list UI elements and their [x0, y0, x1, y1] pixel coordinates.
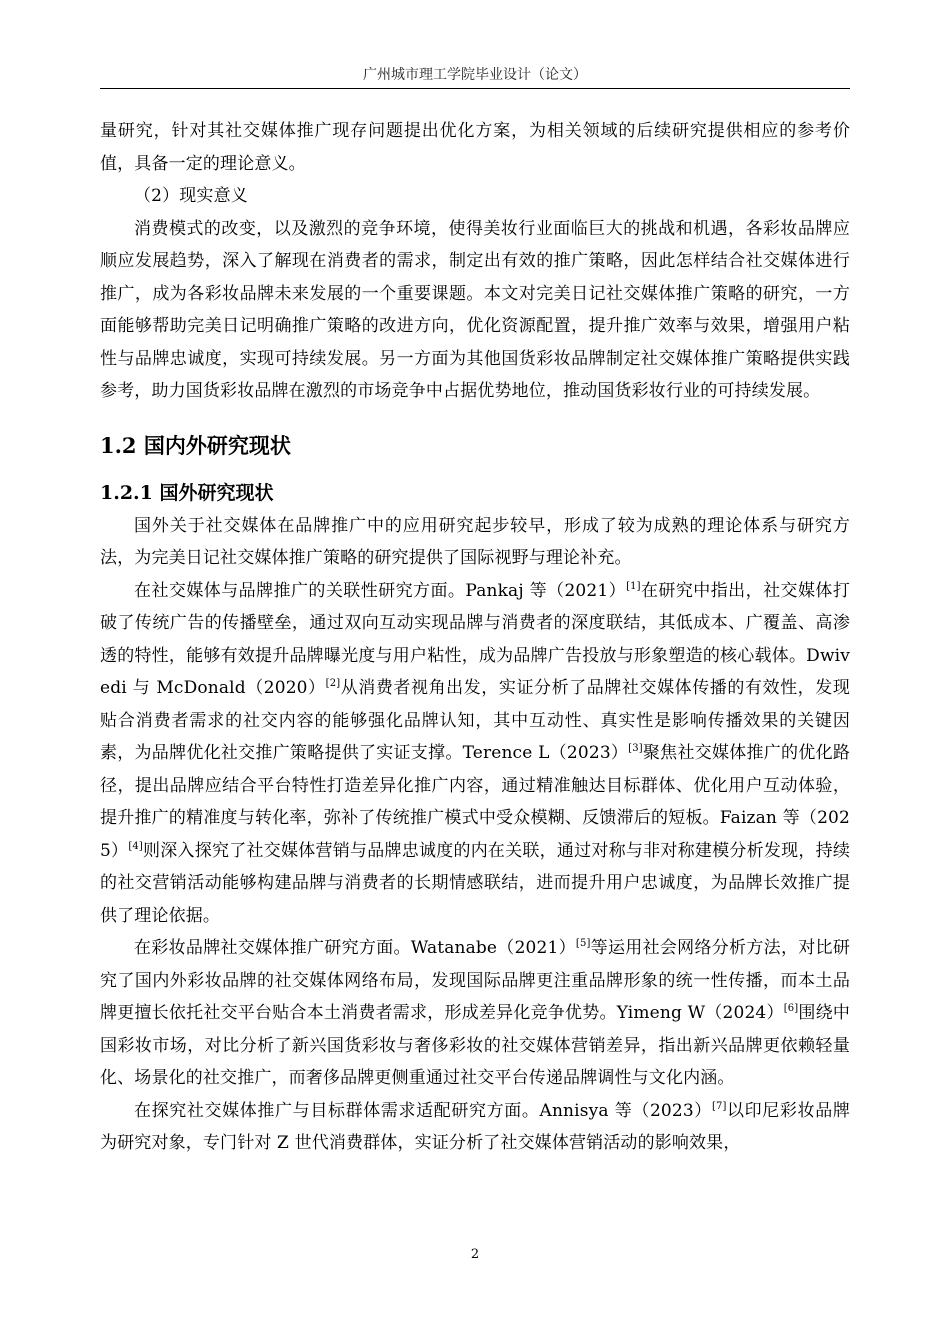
subsection-label-practical-significance: （2）现实意义 [134, 186, 248, 206]
paragraph-social-media-branding [100, 575, 850, 933]
running-header: 广州城市理工学院毕业设计（论文） [363, 67, 587, 83]
text-segment: 围绕中国彩妆市场，对比分析了新兴国货彩妆与奢侈彩妆的社交媒体营销差异，指出新兴品牌更依赖轻量化、场景化的社交推广，而奢侈品牌更侧重通过社交平台传递品牌调性与文化内涵。 [100, 1003, 850, 1088]
text-segment: 在社交媒体与品牌推广的关联性研究方面。Pankaj 等（2021） [134, 580, 627, 601]
header-rule [100, 88, 850, 89]
paragraph-cosmetics-brand-research [100, 932, 850, 1095]
citation-ref: [5] [575, 938, 591, 949]
citation-ref: [2] [325, 678, 341, 689]
text-segment: 在彩妆品牌社交媒体推广研究方面。Watanabe（2021） [134, 938, 576, 958]
citation-ref: [4] [128, 840, 143, 852]
text-segment: 以印尼彩妆品牌为研究对象，专门针对 Z 世代消费群体，实证分析了社交媒体营销活动的影响效果， [100, 1100, 850, 1153]
paragraph-foreign-research-intro: 国外关于社交媒体在品牌推广中的应用研究起步较早，形成了较为成熟的理论体系与研究方法，为完美日记社交媒体推广策略的研究提供了国际视野与理论补充。 [100, 515, 850, 568]
citation-ref: [6] [783, 1003, 799, 1014]
text-segment: 在探究社交媒体推广与目标群体需求适配研究方面。Annisya 等（2023） [134, 1100, 712, 1121]
citation-ref: [1] [626, 580, 641, 592]
paragraph-practical-significance: 消费模式的改变，以及激烈的竞争环境，使得美妆行业面临巨大的挑战和机遇，各彩妆品牌应顺应发展趋势，深入了解现在消费者的需求，制定出有效的推广策略，因此怎样结合社交媒体进行推广，成为各彩妆品牌未来发展的一个重要课题。本文对完美日记社交媒体推广策略的研究，一方面能够帮助完美日记明确推广策略的改进方向，优化资源配置，提升推广效率与效果，增强用户粘性与品牌忠诚度，实现可持续发展。另一方面为其他国货彩妆品牌制定社交媒体推广策略提供实践参考，助力国货彩妆品牌在激烈的市场竞争中占据优势地位，推动国货彩妆行业的可持续发展。 [100, 218, 850, 401]
citation-ref: [7] [711, 1100, 727, 1112]
text-segment: 聚焦社交媒体推广的优化路径，提出品牌应结合平台特性打造差异化推广内容，通过精准触达目标群体、优化用户互动体验，提升推广的精准度与转化率，弥补了传统推广模式中受众模糊、反馈滞后的短板。Faizan 等（2025） [100, 743, 850, 861]
paragraph-continuation: 量研究，针对其社交媒体推广现存问题提出优化方案，为相关领域的后续研究提供相应的参考价值，具备一定的理论意义。 [100, 121, 850, 174]
section-heading-1-2: 1.2 国内外研究现状 [100, 432, 291, 458]
section-heading-1-2-1: 1.2.1 国外研究现状 [100, 481, 274, 504]
paragraph-target-group-research [100, 1095, 850, 1160]
text-segment: 从消费者视角出发，实证分析了品牌社交媒体传播的有效性，发现贴合消费者需求的社交内容的能够强化品牌认知，其中互动性、真实性是影响传播效果的关键因素，为品牌优化社交推广策略提供了实证支撑。Terence L（2023） [100, 678, 850, 763]
text-segment: 则深入探究了社交媒体营销与品牌忠诚度的内在关联，通过对称与非对称建模分析发现，持续的社交营销活动能够构建品牌与消费者的长期情感联结，进而提升用户忠诚度，为品牌长效推广提供了理论依据。 [100, 840, 850, 926]
text-segment: 在研究中指出，社交媒体打破了传统广告的传播壁垒，通过双向互动实现品牌与消费者的深度联结，其低成本、广覆盖、高渗透的特性，能够有效提升品牌曝光度与用户粘性，成为品牌广告投放与形象塑造的核心载体。Dwivedi 与 McDonald（2020） [100, 580, 850, 698]
page-number: 2 [470, 1247, 480, 1262]
text-segment: 等运用社会网络分析方法，对比研究了国内外彩妆品牌的社交媒体网络布局，发现国际品牌更注重品牌形象的统一性传播，而本土品牌更擅长依托社交平台贴合本土消费者需求，形成差异化竞争优势。Yimeng W（2024） [100, 938, 851, 1023]
citation-ref: [3] [628, 743, 643, 754]
page-content [100, 115, 850, 1160]
